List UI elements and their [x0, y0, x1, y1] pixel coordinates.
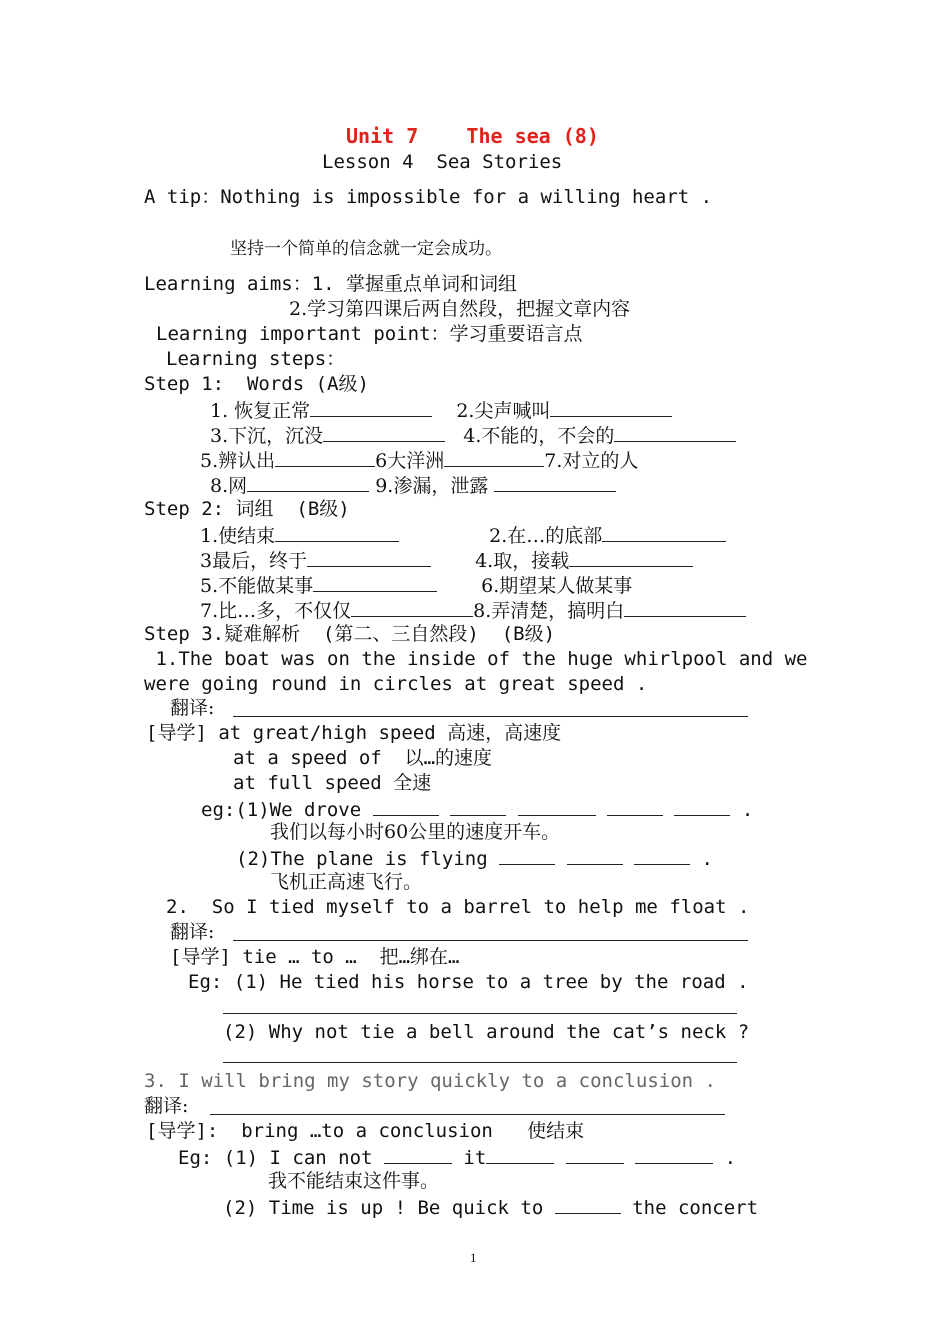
- example-tie-1: Eg: (1) He tied his horse to a tree by the road .: [188, 971, 749, 993]
- answer-blank[interactable]: [444, 447, 544, 467]
- answer-blank[interactable]: [450, 796, 506, 816]
- answer-blank[interactable]: [674, 796, 730, 816]
- translation-line-2[interactable]: [233, 940, 748, 941]
- example-conclusion-2-end: the concert: [632, 1197, 759, 1219]
- step1-row1: [210, 397, 672, 424]
- answer-blank[interactable]: [494, 472, 616, 492]
- guide-1-line3: at full speed 全速: [233, 772, 432, 794]
- tip-chinese: 坚持一个简单的信念就一定会成功。: [230, 239, 502, 259]
- step2-item7: 7.比…多，不仅仅: [200, 600, 352, 622]
- step1-item6: 6大洋洲: [375, 450, 445, 472]
- step2-row4: [200, 597, 746, 624]
- step1-row4: [210, 472, 616, 499]
- sentence2: 2. So I tied myself to a barrel to help me float .: [166, 896, 750, 918]
- sentence1-line2: were going round in circles at great speed .: [144, 673, 648, 695]
- answer-blank[interactable]: [607, 796, 663, 816]
- answer-blank[interactable]: [275, 447, 375, 467]
- guide-label: [导学]: [146, 722, 207, 744]
- answer-blank[interactable]: [566, 1144, 624, 1164]
- translate-label-1: 翻译:: [170, 697, 215, 719]
- tip-english: A tip：Nothing is impossible for a willing heart .: [144, 186, 713, 208]
- step2-item4: 4.取，接载: [475, 550, 570, 572]
- document-title: Unit 7 The sea (8): [346, 124, 599, 148]
- page-number: 1: [470, 1250, 477, 1265]
- step2-item3: 3最后，终于: [200, 550, 308, 572]
- step2-row3: [200, 572, 632, 599]
- guide-1-line2: at a speed of 以…的速度: [233, 747, 493, 769]
- guide-2: [170, 945, 460, 970]
- example-1-translation: 我们以每小时60公里的速度开车。: [270, 821, 561, 843]
- answer-blank[interactable]: [373, 796, 439, 816]
- translate-label-3: 翻译:: [144, 1095, 189, 1117]
- step2-item6: 6.期望某人做某事: [481, 575, 633, 597]
- guide-1-text: at great/high speed 高速，高速度: [218, 722, 562, 744]
- answer-blank[interactable]: [555, 1194, 621, 1214]
- translation-line-3[interactable]: [223, 1013, 737, 1014]
- translation-line-4[interactable]: [223, 1062, 737, 1063]
- answer-blank[interactable]: [624, 597, 746, 617]
- learning-steps-label: Learning steps：: [166, 348, 346, 370]
- guide-3: [导学]: bring …to a conclusion 使结束: [146, 1120, 585, 1142]
- answer-blank[interactable]: [351, 597, 473, 617]
- learning-aims-line2: 2.学习第四课后两自然段，把握文章内容: [289, 298, 631, 320]
- step1-item5: 5.辨认出: [200, 450, 276, 472]
- guide-1: [146, 721, 561, 746]
- step1-item8: 8.网: [210, 475, 248, 497]
- guide-2-text: tie … to … 把…绑在…: [242, 946, 460, 968]
- example-2-text: (2)The plane is flying: [236, 848, 488, 870]
- step1-row3: [200, 447, 638, 474]
- answer-blank[interactable]: [486, 1144, 554, 1164]
- sentence3: 3. I will bring my story quickly to a conclusion .: [144, 1070, 716, 1092]
- learning-aims-label: Learning aims：1.: [144, 273, 335, 295]
- example-conclusion-1: Eg: (1) I can not it .: [178, 1144, 736, 1171]
- example-conclusion-1-translation: 我不能结束这件事。: [268, 1170, 440, 1192]
- answer-blank[interactable]: [499, 845, 555, 865]
- answer-blank[interactable]: [634, 845, 690, 865]
- example-conclusion-1-text: Eg: (1) I can not: [178, 1147, 373, 1169]
- example-1-text: eg:(1)We drove: [201, 799, 362, 821]
- example-conclusion-2-text: (2) Time is up ! Be quick to: [223, 1197, 544, 1219]
- step2-item2: 2.在…的底部: [489, 525, 603, 547]
- example-1: eg:(1)We drove .: [201, 796, 753, 823]
- answer-blank[interactable]: [567, 845, 623, 865]
- learning-aims-item1: 掌握重点单词和词组: [346, 273, 518, 295]
- answer-blank[interactable]: [614, 422, 736, 442]
- step1-item4: 4.不能的，不会的: [463, 425, 615, 447]
- answer-blank[interactable]: [635, 1144, 713, 1164]
- step2-item5: 5.不能做某事: [200, 575, 314, 597]
- example-conclusion-1-it: it: [463, 1147, 487, 1169]
- step1-item1: 1. 恢复正常: [210, 400, 311, 422]
- lesson-subtitle: Lesson 4 Sea Stories: [322, 151, 563, 173]
- answer-blank[interactable]: [310, 397, 432, 417]
- learning-important-point: Learning important point：学习重要语言点: [156, 323, 583, 345]
- answer-blank[interactable]: [602, 522, 726, 542]
- answer-blank[interactable]: [275, 522, 399, 542]
- step1-item3: 3.下沉，沉没: [210, 425, 324, 447]
- guide-label: [导学]: [170, 946, 231, 968]
- example-2-translation: 飞机正高速飞行。: [270, 871, 423, 893]
- answer-blank[interactable]: [323, 422, 445, 442]
- step2-item1: 1.使结束: [200, 525, 276, 547]
- translation-line-5[interactable]: [210, 1114, 725, 1115]
- translation-line-1[interactable]: [233, 716, 748, 717]
- step2-item8: 8.弄清楚，搞明白: [473, 600, 625, 622]
- answer-blank[interactable]: [550, 397, 672, 417]
- step1-item2: 2.尖声喊叫: [456, 400, 551, 422]
- step1-item7: 7.对立的人: [544, 450, 639, 472]
- step2-row2: [200, 547, 693, 574]
- step1-item9: 9.渗漏，泄露: [375, 475, 489, 497]
- answer-blank[interactable]: [384, 1144, 452, 1164]
- step1-heading: Step 1: Words (A级): [144, 373, 369, 395]
- translate-label-2: 翻译:: [170, 921, 215, 943]
- step2-heading: Step 2: 词组 (B级): [144, 498, 350, 520]
- answer-blank[interactable]: [307, 547, 431, 567]
- answer-blank[interactable]: [247, 472, 369, 492]
- answer-blank[interactable]: [313, 572, 437, 592]
- answer-blank[interactable]: [569, 547, 693, 567]
- step2-row1: [200, 522, 726, 549]
- example-conclusion-2: [223, 1194, 758, 1221]
- example-2: (2)The plane is flying .: [236, 845, 713, 872]
- sentence1-line1: 1.The boat was on the inside of the huge whirlpool and we: [144, 648, 808, 670]
- step3-heading: Step 3.疑难解析 (第二、三自然段) (B级): [144, 623, 556, 645]
- example-tie-2: (2) Why not tie a bell around the cat’s neck ?: [223, 1021, 750, 1043]
- learning-aims-line1: [144, 272, 517, 297]
- answer-blank[interactable]: [518, 796, 596, 816]
- step1-row2: [210, 422, 736, 449]
